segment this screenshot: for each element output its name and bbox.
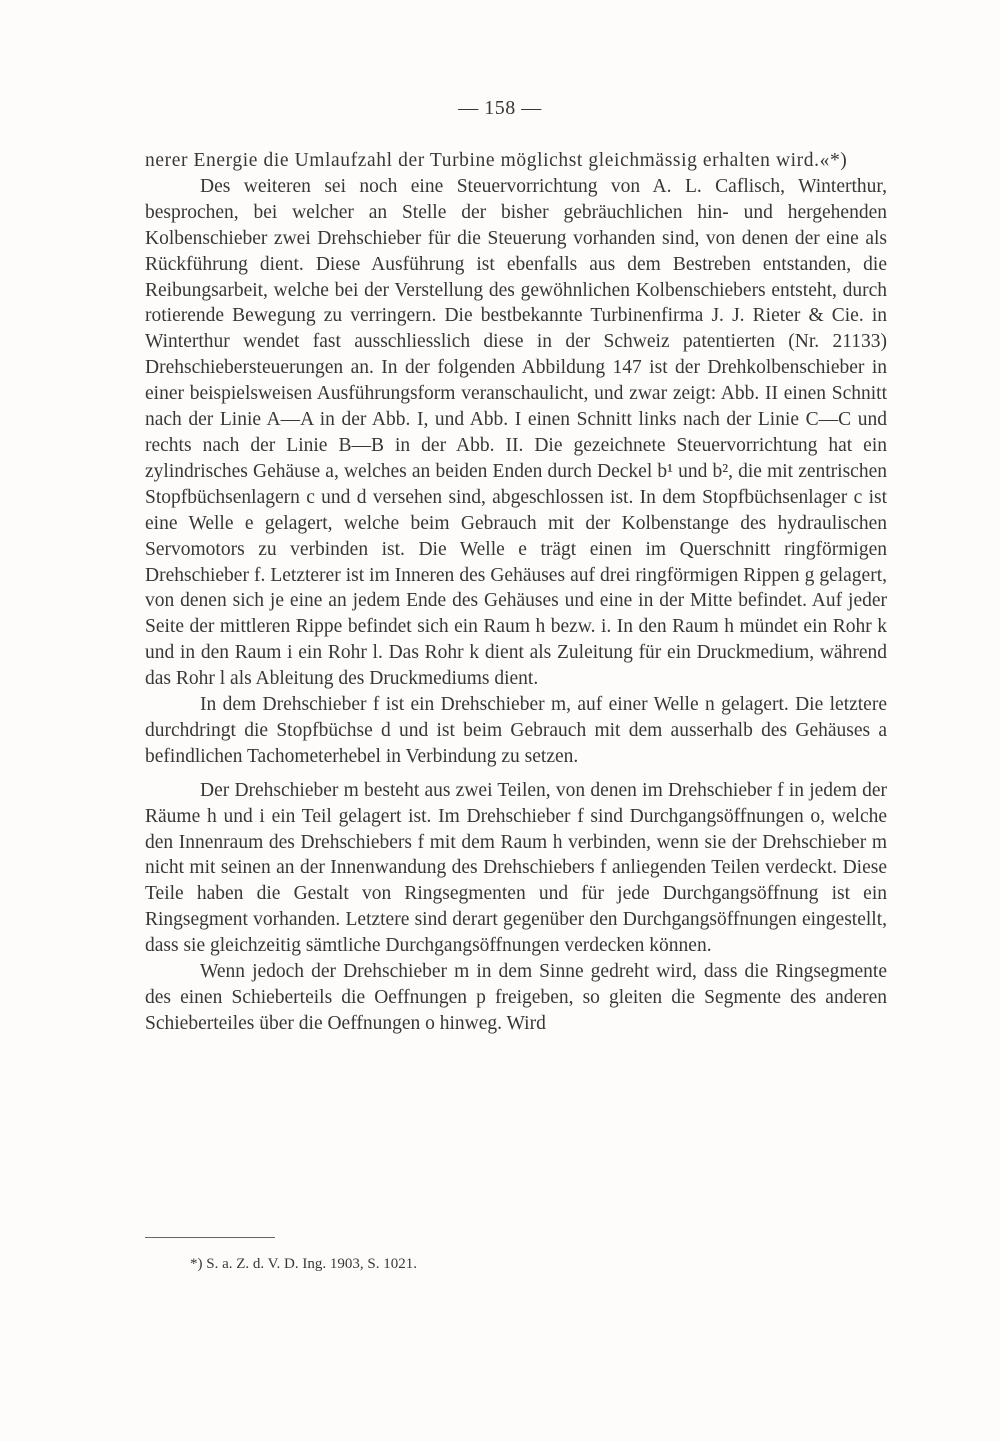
paragraph-1: nerer Energie die Umlaufzahl der Turbine möglichst gleichmässig erhalten wird.«*) <box>145 150 848 171</box>
footnote-divider <box>145 1237 275 1238</box>
paragraph-2: Des weiteren sei noch eine Steuervorrichtung von A. L. Caflisch, Winterthur, besprochen, bei welcher an Stelle der bisher gebräuchlichen hin- und hergehenden Kolbenschieber zwei Drehschieber für die Steuerung vorhanden sind, von denen der eine als Rückführung dient. Diese Ausführung ist ebenfalls aus dem Bestreben entstanden, die Reibungsarbeit, welche bei der Verstellung des gewöhnlichen Kolbenschiebers entsteht, durch rotierende Bewegung zu verringern. Die bestbekannte Turbinenfirma J. J. Rieter & Cie. in Winterthur wendet fast ausschliesslich diese in der Schweiz patentierten (Nr. 21133) Drehschiebersteuerungen an. In der folgenden Abbildung 147 ist der Drehkolbenschieber in einer beispielsweisen Ausführungsform veranschaulicht, und zwar zeigt: Abb. II einen Schnitt nach der Linie A—A in der Abb. I, und Abb. I einen Schnitt links nach der Linie C—C und rechts nach der Linie B—B in der Abb. II. Die gezeichnete Steuervorrichtung hat ein zylindrisches Gehäuse a, welches an beiden Enden durch Deckel b¹ und b², die mit zentrischen Stopfbüchsenlagern c und d versehen sind, abgeschlossen ist. In dem Stopfbüchsenlager c ist eine Welle e gelagert, welche beim Gebrauch mit der Kolbenstange des hydraulischen Servomotors zu verbinden ist. Die Welle e trägt einen im Querschnitt ringförmigen Drehschieber f. Letzterer ist im Inneren des Gehäuses auf drei ringförmigen Rippen g gelagert, von denen sich je eine an jedem Ende des Gehäuses und eine in der Mitte befindet. Auf jeder Seite der mittleren Rippe befindet sich ein Raum h bezw. i. In den Raum h mündet ein Rohr k und in den Raum i ein Rohr l. Das Rohr k dient als Zuleitung für ein Druckmedium, während das Rohr l als Ableitung des Druckmediums dient. <box>145 175 887 690</box>
paragraph-3: In dem Drehschieber f ist ein Drehschieber m, auf einer Welle n gelagert. Die letztere durchdringt die Stopfbüchse d und ist beim Gebrauch mit dem ausserhalb des Gehäuses a befindlichen Tachometerhebel in Verbindung zu setzen. <box>145 694 887 767</box>
paragraph-5: Wenn jedoch der Drehschieber m in dem Sinne gedreht wird, dass die Ringsegmente des einen Schieberteils die Oeffnungen p freigeben, so gleiten die Segmente des anderen Schieberteiles über die Oeffnungen o hinweg. Wird <box>145 961 887 1034</box>
footnote: *) S. a. Z. d. V. D. Ing. 1903, S. 1021. <box>190 1256 417 1272</box>
body-text <box>145 148 887 1037</box>
page-number: — 158 — <box>458 97 542 119</box>
paragraph-4: Der Drehschieber m besteht aus zwei Teilen, von denen im Drehschieber f in jedem der Räume h und i ein Teil gelagert ist. Im Drehschieber f sind Durchgangsöffnungen o, welche den Innenraum des Drehschiebers f mit dem Raum h verbinden, wenn sie der Drehschieber m nicht mit seinen an der Innenwandung des Drehschiebers f anliegenden Teilen verdeckt. Diese Teile haben die Gestalt von Ringsegmenten und für jede Durchgangsöffnung ist ein Ringsegment vorhanden. Letztere sind derart gegenüber den Durchgangsöffnungen eingestellt, dass sie gleichzeitig sämtliche Durchgangsöffnungen verdecken können. <box>145 779 887 957</box>
